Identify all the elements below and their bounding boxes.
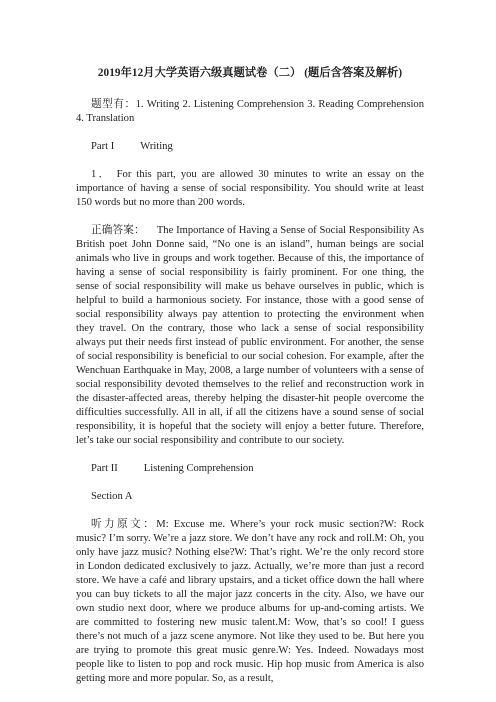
answer-text: The Importance of Having a Sense of Social Responsibility As British poet John Donne said, “No one is an island”, human beings are social animals who live in groups and work together. Because of this, the importance of having a sense of social responsibility is fairly prominent. For one thing, the sense of social responsibility will make us behave ourselves in public, which is helpful to build a harmonious society. For instance, those with a good sense of social responsibility always pay attention to protecting the environment when they travel. On the contrary, those who lack a sense of social responsibility always put their needs first instead of public environment. For another, the sense of social responsibility is beneficial to our social cohesion. For example, after the Wenchuan Earthquake in May, 2008, a large number of volunteers with a sense of social responsibility devoted themselves to the relief and reconstruction work in the disaster-affected areas, thereby helping the disaster-hit people overcome the difficulties successfully. All in all, if all the citizens have a sound sense of social responsibility, it is hopeful that the society will enjoy a better future. Therefore, let’s take our social responsibility and contribute to our society. — [76, 225, 424, 446]
section-a-heading: Section A — [91, 491, 133, 502]
part-1-name: Writing — [140, 141, 173, 152]
part-1-heading — [76, 140, 424, 154]
part-2-label: Part II — [91, 463, 118, 474]
transcript-paragraph — [76, 518, 424, 686]
question-1: 1． For this part, you are allowed 30 minutes to write an essay on the importance of having a sense of social responsibility. You should write at least 150 words but no more than 200 words. — [76, 169, 424, 208]
part-2-name: Listening Comprehension — [143, 463, 254, 474]
document-title: 2019年12月大学英语六级真题试卷（二） (题后含答案及解析) — [97, 67, 403, 79]
part-2-heading — [76, 462, 424, 476]
answer-label: 正确答案： — [91, 225, 145, 236]
transcript-text: M: Excuse me. Where’s your rock music section?W: Rock music? I’m sorry. We’re a jazz store. We don’t have any rock and roll.M: Oh, you only have jazz music? Nothing else?W: That’s right. We’re the only record store in London dedicated exclusively to jazz. Actually, we’re more than just a record store. We have a café and library upstairs, and a ticket office down the hall where you can buy tickets to all the major jazz concerts in the city. Also, we have our own studio next door, where we produce albums for up-and-coming artists. We are committed to fostering new music talent.M: Wow, that’s so cool! I guess there’s not much of a jazz scene anymore. Not like they used to be. But here you are trying to promote this great music genre.W: Yes. Indeed. Nowadays most people like to listen to pop and rock music. Hip hop music from America is also getting more and more popular. So, as a result, — [76, 519, 424, 684]
question-types: 题型有：1. Writing 2. Listening Comprehension 3. Reading Comprehension 4. Translation — [76, 99, 424, 124]
answer-paragraph — [76, 224, 424, 448]
transcript-label: 听力原文： — [91, 519, 157, 530]
part-1-label: Part I — [91, 141, 115, 152]
